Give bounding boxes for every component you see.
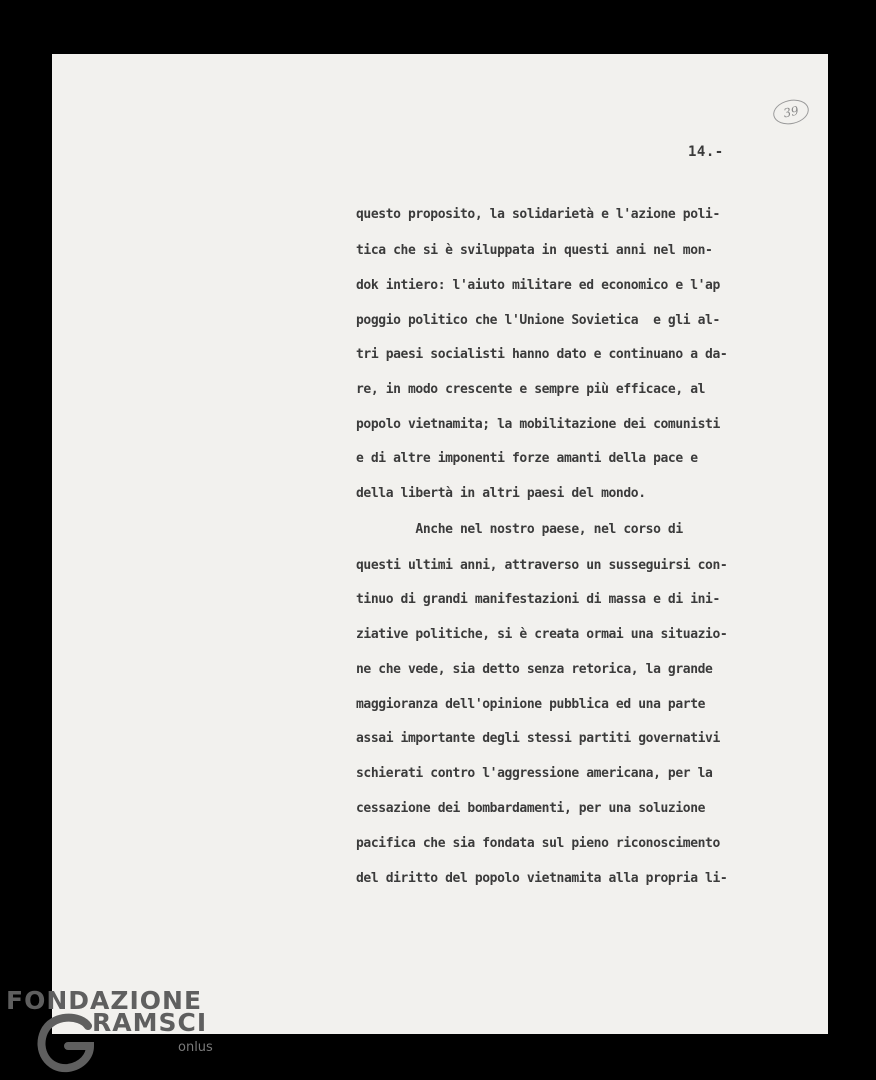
- text-line: popolo vietnamita; la mobilitazione dei comunisti: [356, 417, 720, 432]
- text-line: maggioranza dell'opinione pubblica ed una parte: [356, 697, 706, 712]
- logo-g-icon: [34, 1008, 98, 1076]
- text-line: poggio politico che l'Unione Sovietica e gli al-: [356, 313, 720, 328]
- text-line: questi ultimi anni, attraverso un susseguirsi con-: [356, 558, 728, 573]
- text-line: re, in modo crescente e sempre più efficace, al: [356, 382, 706, 397]
- logo-onlus: onlus: [178, 1040, 213, 1055]
- archive-stamp: 39: [771, 97, 811, 128]
- text-line: dok intiero: l'aiuto militare ed economico e l'ap: [356, 278, 720, 293]
- text-line: tica che si è sviluppata in questi anni nel mon-: [356, 243, 713, 258]
- fondazione-gramsci-logo: [6, 986, 226, 1076]
- text-line: ziative politiche, si è creata ormai una situazio-: [356, 627, 728, 642]
- text-line: ne che vede, sia detto senza retorica, la grande: [356, 662, 713, 677]
- logo-line1: FONDAZIONE: [6, 986, 203, 1015]
- text-line: tri paesi socialisti hanno dato e continuano a da-: [356, 347, 728, 362]
- page-number: 14.-: [688, 144, 724, 160]
- text-line: assai importante degli stessi partiti governativi: [356, 731, 720, 746]
- document-page: [52, 54, 828, 1034]
- text-line: cessazione dei bombardamenti, per una soluzione: [356, 801, 706, 816]
- text-line: della libertà in altri paesi del mondo.: [356, 486, 646, 501]
- text-line: e di altre imponenti forze amanti della pace e: [356, 451, 698, 466]
- text-line: tinuo di grandi manifestazioni di massa e di ini-: [356, 592, 720, 607]
- text-line: del diritto del popolo vietnamita alla propria li-: [356, 871, 728, 886]
- text-line: Anche nel nostro paese, nel corso di: [356, 522, 683, 537]
- text-line: schierati contro l'aggressione americana, per la: [356, 766, 713, 781]
- logo-line2: RAMSCI: [92, 1008, 208, 1037]
- text-line: questo proposito, la solidarietà e l'azione poli-: [356, 207, 720, 222]
- text-line: pacifica che sia fondata sul pieno riconoscimento: [356, 836, 720, 851]
